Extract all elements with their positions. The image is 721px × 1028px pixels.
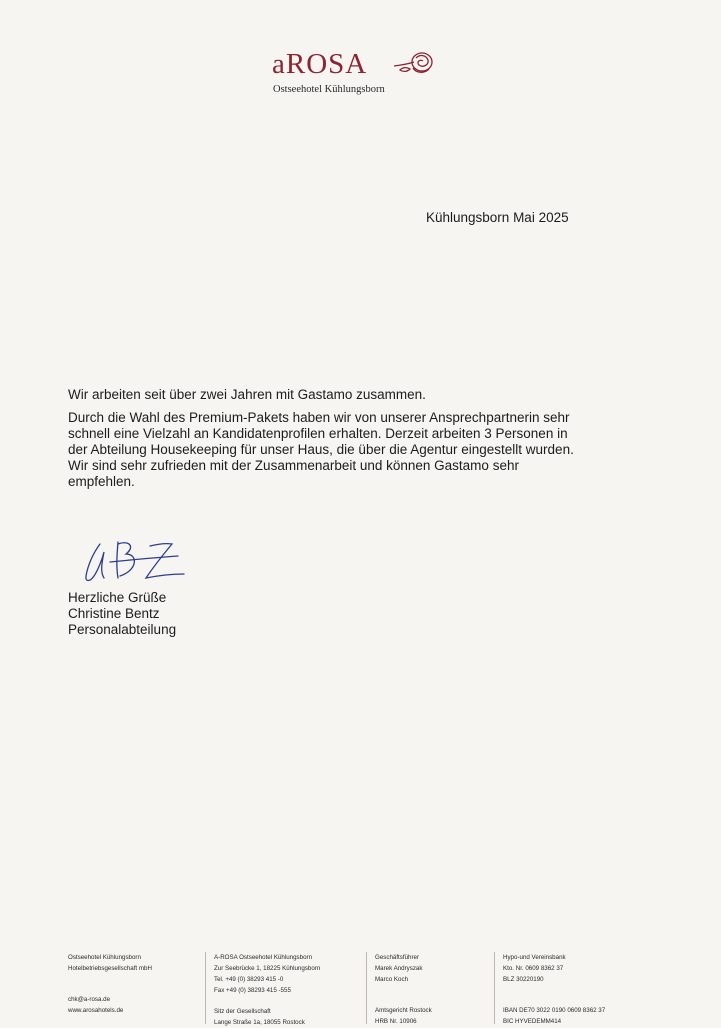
- footer-text: Hotelbetriebsgesellschaft mbH: [68, 965, 152, 972]
- body-line: der Abteilung Housekeeping für unser Haus, die über die Agentur eingestellt wurden.: [68, 442, 574, 457]
- footer-text: Tel. +49 (0) 38293 415 -0: [214, 976, 284, 983]
- footer-text: Geschäftsführer: [375, 954, 420, 961]
- footer-bank-column: [494, 952, 643, 1024]
- footer-text: Fax +49 (0) 38293 415 -555: [214, 987, 291, 994]
- handwritten-signature: [80, 536, 190, 586]
- logo-subtitle: Ostseehotel Kühlungsborn: [273, 84, 385, 95]
- signer-name: Christine Bentz: [68, 606, 160, 621]
- footer-company-column: [68, 952, 208, 1016]
- footer-website-link[interactable]: www.arosahotels.de: [68, 1007, 124, 1014]
- footer-text: HRB Nr. 10906: [375, 1018, 417, 1025]
- body-line: empfehlen.: [68, 474, 135, 489]
- signer-department: Personalabteilung: [68, 622, 177, 637]
- hotel-logo: [270, 44, 440, 100]
- closing-greeting: Herzliche Grüße: [68, 590, 167, 605]
- footer-address-column: [205, 952, 354, 1024]
- footer-text: BIC HYVEDEMM414: [503, 1018, 562, 1025]
- body-paragraph-2: [68, 410, 648, 490]
- footer-text: Amtsgericht Rostock: [375, 1007, 432, 1014]
- body-line: Durch die Wahl des Premium-Pakets haben wir von unserer Ansprechpartnerin sehr: [68, 410, 570, 425]
- footer-text: Lange Straße 1a, 18055 Rostock: [214, 1019, 305, 1026]
- footer-text: Hypo-und Vereinsbank: [503, 954, 566, 961]
- letter-body: [68, 387, 648, 490]
- footer-email-link[interactable]: chk@a-rosa.de: [68, 996, 111, 1003]
- footer-management-column: [366, 952, 515, 1024]
- footer-text: Ostseehotel Kühlungsborn: [68, 954, 141, 961]
- footer-text: IBAN DE70 3022 0190 0609 8362 37: [503, 1007, 606, 1014]
- body-line: Wir sind sehr zufrieden mit der Zusammenarbeit und können Gastamo sehr: [68, 458, 519, 473]
- footer-text: Marek Andryszak: [375, 965, 423, 972]
- footer-text: Zur Seebrücke 1, 18225 Kühlungsborn: [214, 965, 321, 972]
- letter-footer: [0, 952, 721, 1024]
- letter-date: Kühlungsborn Mai 2025: [426, 210, 569, 225]
- letter-closing: [68, 590, 176, 638]
- body-paragraph-1: Wir arbeiten seit über zwei Jahren mit Gastamo zusammen.: [68, 387, 426, 402]
- footer-text: A-ROSA Ostseehotel Kühlungsborn: [214, 954, 313, 961]
- footer-text: Kto. Nr. 0609 8362 37: [503, 965, 564, 972]
- footer-text: Marco Koch: [375, 976, 409, 983]
- footer-text: BLZ 30220190: [503, 976, 544, 983]
- logo-wordmark: aROSA: [272, 48, 368, 80]
- body-line: schnell eine Vielzahl an Kandidatenprofilen erhalten. Derzeit arbeiten 3 Personen in: [68, 426, 568, 441]
- rose-icon: [392, 48, 436, 78]
- footer-text: Sitz der Gesellschaft: [214, 1008, 271, 1015]
